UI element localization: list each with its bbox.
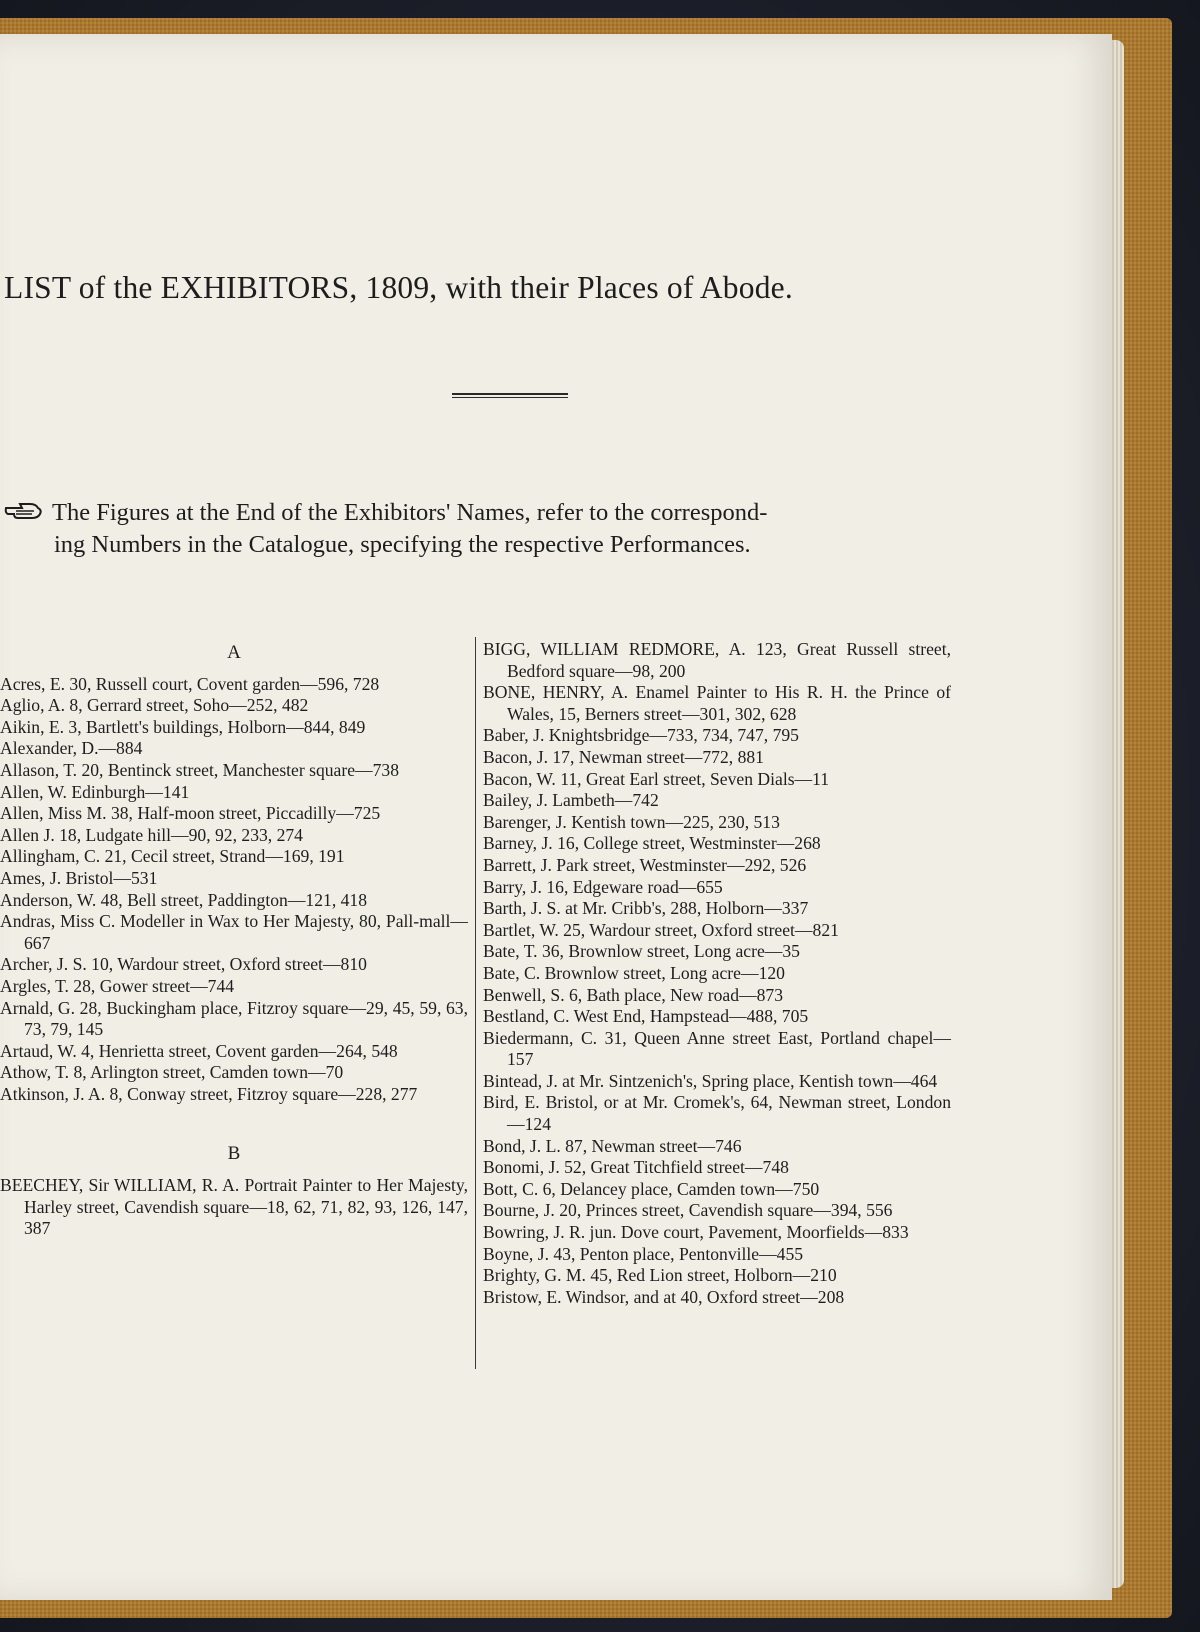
exhibitor-entry: Barrett, J. Park street, Westminster—292, 526 — [483, 854, 807, 875]
exhibitor-entry: Anderson, W. 48, Bell street, Paddington—121, 418 — [0, 889, 368, 910]
section-letter-b: B — [227, 1143, 241, 1165]
title-rule-thin — [452, 397, 568, 398]
exhibitor-entry: Bacon, J. 17, Newman street—772, 881 — [483, 746, 764, 767]
exhibitor-entry: Acres, E. 30, Russell court, Covent garden—596, 728 — [0, 673, 380, 694]
exhibitor-list-b-left — [0, 1175, 468, 1240]
exhibitor-entry: Allen, Miss M. 38, Half-moon street, Piccadilly—725 — [0, 803, 381, 824]
manicule-icon — [4, 499, 44, 521]
exhibitor-entry: Ames, J. Bristol—531 — [0, 867, 158, 888]
exhibitor-entry: Artaud, W. 4, Henrietta street, Covent garden—264, 548 — [0, 1040, 398, 1061]
exhibitor-entry: Bacon, W. 11, Great Earl street, Seven Dials—11 — [483, 768, 830, 789]
column-divider — [475, 637, 476, 1369]
exhibitor-entry: Bailey, J. Lambeth—742 — [483, 790, 659, 811]
exhibitor-entry: Bott, C. 6, Delancey place, Camden town—750 — [483, 1178, 820, 1199]
exhibitor-entry: BONE, HENRY, A. Enamel Painter to His R. H. the Prince of Wales, 15, Berners street—301, 302, 628 — [483, 682, 951, 724]
exhibitor-list-b-right — [483, 639, 951, 1308]
exhibitor-entry: Bird, E. Bristol, or at Mr. Cromek's, 64, Newman street, London—124 — [483, 1092, 951, 1135]
exhibitor-entry: Baber, J. Knightsbridge—733, 734, 747, 795 — [483, 725, 799, 746]
exhibitor-entry: Alexander, D.—884 — [0, 738, 143, 759]
title-rule — [452, 393, 568, 395]
bleed-through-text — [250, 116, 260, 146]
exhibitor-entry: Bourne, J. 20, Princes street, Cavendish square—394, 556 — [483, 1200, 893, 1221]
section-letter-a: A — [227, 642, 241, 663]
right-column — [483, 639, 951, 1308]
exhibitor-entry: Allen J. 18, Ludgate hill—90, 92, 233, 274 — [0, 824, 303, 845]
book-page — [0, 34, 1112, 1600]
exhibitor-entry: Aikin, E. 3, Bartlett's buildings, Holborn—844, 849 — [0, 716, 366, 737]
exhibitor-entry: Bintead, J. at Mr. Sintzenich's, Spring place, Kentish town—464 — [483, 1070, 938, 1091]
page-title: LIST of the EXHIBITORS, 1809, with their Places of Abode. — [4, 270, 793, 305]
exhibitor-entry: Boyne, J. 43, Penton place, Pentonville—455 — [483, 1243, 804, 1264]
note-line-2: ing Numbers in the Catalogue, specifying the respective Performances. — [54, 531, 751, 558]
exhibitor-entry: Barenger, J. Kentish town—225, 230, 513 — [483, 811, 780, 832]
exhibitor-entry: Benwell, S. 6, Bath place, New road—873 — [483, 984, 784, 1005]
exhibitor-entry: Bowring, J. R. jun. Dove court, Pavement, Moorfields—833 — [483, 1222, 909, 1243]
exhibitor-entry: Archer, J. S. 10, Wardour street, Oxford street—810 — [0, 954, 367, 975]
exhibitor-entry: Bate, C. Brownlow street, Long acre—120 — [483, 962, 785, 983]
exhibitor-entry: Allingham, C. 21, Cecil street, Strand—169, 191 — [0, 846, 345, 867]
exhibitor-entry: Bate, T. 36, Brownlow street, Long acre—35 — [483, 941, 800, 962]
exhibitor-entry: Bristow, E. Windsor, and at 40, Oxford street—208 — [483, 1286, 845, 1307]
exhibitor-entry: Barney, J. 16, College street, Westminster—268 — [483, 833, 821, 854]
exhibitor-entry: BEECHEY, Sir WILLIAM, R. A. Portrait Painter to Her Majesty, Harley street, Cavendish square—18, 62, 71, 82, 93, 126, 147, 387 — [0, 1175, 468, 1239]
exhibitor-entry: Brighty, G. M. 45, Red Lion street, Holborn—210 — [483, 1265, 837, 1286]
exhibitor-entry: Biedermann, C. 31, Queen Anne street East, Portland chapel—157 — [483, 1027, 951, 1070]
exhibitor-entry: Bartlet, W. 25, Wardour street, Oxford street—821 — [483, 919, 839, 940]
left-column — [0, 636, 468, 1240]
exhibitor-entry: Barth, J. S. at Mr. Cribb's, 288, Holborn—337 — [483, 898, 809, 919]
exhibitor-entry: Aglio, A. 8, Gerrard street, Soho—252, 482 — [0, 695, 309, 716]
exhibitor-entry: Allen, W. Edinburgh—141 — [0, 781, 190, 802]
exhibitor-entry: Bestland, C. West End, Hampstead—488, 705 — [483, 1006, 809, 1027]
exhibitor-entry: Andras, Miss C. Modeller in Wax to Her Majesty, 80, Pall-mall—667 — [0, 911, 468, 953]
exhibitor-entry: Atkinson, J. A. 8, Conway street, Fitzroy square—228, 277 — [0, 1083, 418, 1104]
exhibitor-entry: Argles, T. 28, Gower street—744 — [0, 975, 235, 996]
note-line-1: The Figures at the End of the Exhibitors' Names, refer to the correspond- — [52, 499, 768, 526]
exhibitor-entry: Bond, J. L. 87, Newman street—746 — [483, 1135, 742, 1156]
exhibitor-entry: Allason, T. 20, Bentinck street, Manchester square—738 — [0, 759, 400, 780]
exhibitor-entry: Arnald, G. 28, Buckingham place, Fitzroy square—29, 45, 59, 63, 73, 79, 145 — [0, 997, 468, 1040]
exhibitor-list-a — [0, 674, 468, 1106]
exhibitor-entry: Athow, T. 8, Arlington street, Camden town—70 — [0, 1062, 344, 1083]
catalogue-note — [4, 497, 954, 561]
exhibitor-entry: Bonomi, J. 52, Great Titchfield street—748 — [483, 1157, 789, 1178]
exhibitor-entry: Barry, J. 16, Edgeware road—655 — [483, 876, 723, 897]
exhibitor-entry: BIGG, WILLIAM REDMORE, A. 123, Great Russell street, Bedford square—98, 200 — [483, 639, 951, 681]
